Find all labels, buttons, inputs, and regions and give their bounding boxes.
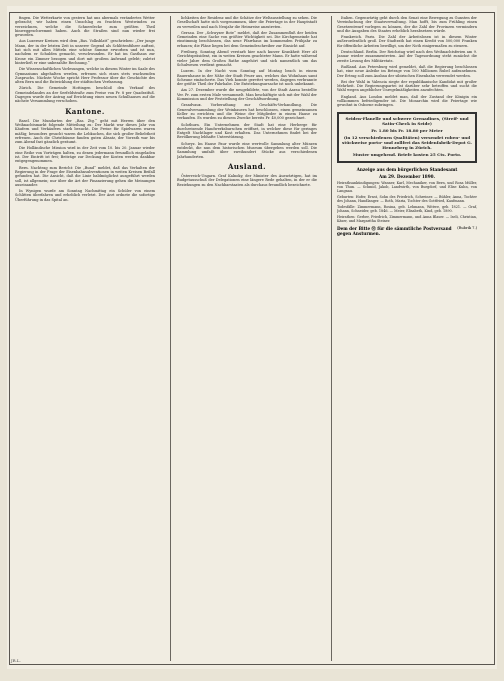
article-paragraph: Zürich. Die Gemeinde Hottingen beschloß den Verkauf des Gemeindelandes an der Seefeldstraße zum Preise von Fr. 8 per Quadratfuß. Dagegen wurde der Antrag auf Errichtung eines neuen Schulhauses auf die nächste Versammlung verschoben. [15, 86, 155, 104]
newspaper-page [7, 6, 497, 669]
column-1 [15, 16, 155, 661]
list-item: Todesfälle: Zimmermann, Rosina, geb. Lehmann, Wittwe, geb. 1821. — Graf, Johann, Schneider, geb. 1846. — Meier, Elisabeth, Kind, geb. 1890. [337, 205, 477, 214]
ad-line: Muster umgehend. Briefe kosten 25 Cts. Porto. [352, 151, 462, 157]
article-paragraph: Schwyz. Im Hause Paur wurde eine wertvolle Sammlung alter Münzen entdeckt, die nun dem historischen Museum übergeben werden soll. Die Sammlung umfaßt über zweihundert Stücke aus verschiedenen Jahrhunderten. [177, 141, 317, 159]
article-paragraph: Österreich-Ungarn. Graf Kalnoky, der Minister des Auswärtigen, hat im Budgetausschuß der Delegationen eine längere Rede gehalten, in der er die Beziehungen zu den Nachbarstaaten als durchaus freundlich bezeichnete. [177, 173, 317, 187]
column-2 [177, 16, 317, 661]
article-paragraph: Basel. Die Mundarten der „Bas. Ztg.“ geht mit Herren über den Weihnachtsmarkt folgende Mitteilung zu: Der Markt war dieses Jahr von Käufern und Verkäufern stark besucht. Die Preise für Spielwaren waren mäßig; besonders gesucht waren die Lebkuchen, die sich großer Beliebtheit erfreuen. Auch die Christbäume fanden guten Absatz, der Vorrath war bis zum Abend fast gänzlich geräumt. [15, 118, 155, 145]
archive-stamp: JR.L. [11, 658, 21, 663]
registry-heading: Anzeige aus dem bürgerlichen Standesamt [356, 166, 458, 172]
article-paragraph: Die Holländische Mission wird in der Zeit vom 10. bis 20. Januar wieder eine Reihe von Vorträgen halten, zu denen jedermann freundlich eingeladen ist. Der Eintritt ist frei; Beiträge zur Deckung der Kosten werden dankbar entgegengenommen. [15, 146, 155, 164]
ad-line: (in 12 verschiedenen Qualitäten) versendet roben- und stückweise porto- und zollfrei das Seidenfabrik-Depot G. Henneberg in Zürich. [342, 134, 472, 150]
article-paragraph: Bern. Nachtrag zum Bericht: Die „Bund“ meldet, daß das Verhalten der Regierung in der Frage der Eisenbahnsubventionen in weiten Kreisen Beifall gefunden hat. Die Ansicht, daß die Linie baldmöglichst ausgeführt werden soll, ist allgemein; nur über die Art der Finanzierung gehen die Meinungen auseinander. [15, 165, 155, 187]
footer-text: Dem der Bitte Ⓝ für die sämmtliche Postversand gegen Ansturmen. [337, 226, 452, 237]
list-item: Heirathsankündigungen: Wanner, Karl, Mechaniker, von Bern, und Rosa Müller, von Thun. — Schmid, Jakob, Landwirth, von Burgdorf, und Elise Kuhn, von Langnau. [337, 180, 477, 193]
column-3 [337, 16, 477, 661]
article-paragraph: England. Aus London meldet man, daß der Zustand der Königin ein vollkommen befriedigender ist. Die Monarchin wird die Feiertage wie gewohnt in Osborne zubringen. [337, 94, 477, 108]
list-item: Heirathen: Gerber, Friedrich, Zimmermann, und Anna Blaser. — Iseli, Christian, Käser, und Margaritha Steiner. [337, 215, 477, 224]
article-paragraph: Am 27. Dezember wurde die neugebildete, von der Stadt Aarau bestellte Ver. Pr. zum ersten Male versammelt. Man beschäftigte sich mit der Wahl der Kommission und der Feststellung der Geschäftsordnung. [177, 88, 317, 102]
article-paragraph: Aus Luzerner Kreisen wird dem „Bas. Volksblatt“ geschrieben: „Der junge Mann, der in der letzten Zeit in unserer Gegend als Schlittenführer auftrat, hat sich mit allen Mitteln eine schöne Summe erworben und ist nun, nachdem er Schulden gemacht, verschwunden. Er hat im Gasthaus zur Krone ein Zimmer bezogen und dort mit großem Aufwand gelebt; zuletzt hinterließ er eine unbezahlte Rechnung.“ [15, 39, 155, 65]
article-paragraph: lichkeiten der Residenz und die Schätze der Weltausstellung zu sehen. Die Gesellschaft hatte sich vorgenommen, über die Feiertage in der Hauptstadt zu verweilen und nach Neujahr die Heimreise anzutreten. [177, 16, 317, 29]
footer-rubric: (Rubrik 7.) [457, 226, 477, 231]
column-rule-left [170, 16, 171, 661]
article-paragraph: Freiburg. Sonntag Abend verstarb hier nach kurzer Krankheit Herr alt Gerichtspräsident, ein in weiten Kreisen geachteter Mann. Er hatte während vieler Jahre dem Großen Rathe angehört und sich namentlich um das Schulwesen verdient gemacht. [177, 50, 317, 67]
article-paragraph: Gersau. Der „Schwyzer Bote“ meldet, daß der Zusammenfluß der beiden Gemeinden eine Sache von größter Wichtigkeit sei. Die Kirchgemeinde hat einstimmig beschlossen, das neue Pfarrhaus im kommenden Frühjahr zu erbauen; die Pläne liegen bei dem Gemeindeschreiber zur Einsicht auf. [177, 30, 317, 48]
article-paragraph: Luzern. In der Nacht vom Sonntag auf Montag brach in einem Bauernhause in der Nähe der Stadt Feuer aus, welches das Wohnhaus samt Scheune einäscherte. Das Vieh konnte gerettet werden, dagegen verbrannte der größte Theil der Fahrhabe. Die Entstehungsursache ist noch unbekannt. [177, 69, 317, 87]
section-heading-kantone: Kantone. [65, 106, 105, 116]
article-paragraph: Rußland. Aus Petersburg wird gemeldet, daß die Regierung beschlossen hat, eine neue Anleihe im Betrage von 100 Millionen Rubel aufzunehmen. Der Ertrag soll zum Ausbau der sibirischen Eisenbahn verwendet werden. [337, 64, 477, 78]
article-paragraph: In Wynigen wurde am Sonntag Nachmittag ein Schüler von einem Schlitten überfahren und erheblich verletzt. Der Arzt ordnete die sofortige Überführung in das Spital an. [15, 189, 155, 202]
silk-advertisement [337, 112, 477, 163]
list-item: Geburten: Hofer, Ernst, Sohn des Friedrich, Schreiner. — Bühler, Anna, Tochter des Johann, Handlanger. — Roth, Maria, Tochter des Gottfried, Kaufmann. [337, 194, 477, 204]
article-paragraph: Grandvaux. Vorberathung zur Geschäfts-Verhandlung. Die Generalversammlung der Weinbauern hat beschlossen, einen gemeinsamen Keller zu errichten und die Weine der Mitglieder in einem Hause zu verkaufen. Es wurden zu diesem Zwecke bereits Fr. 40,000 gezeichnet. [177, 103, 317, 121]
ad-price: Fr. 1.80 bis Fr. 18.80 per Meter [371, 127, 443, 133]
article-paragraph: Solothurn. Ein Unternehmen der Stadt hat eine Herberge für durchreisende Handwerksburschen eröffnet, in welcher diese für geringes Entgelt Nachtlager und Kost erhalten. Das Unternehmen findet bei der Bevölkerung lebhafte Unterstützung. [177, 122, 317, 140]
section-heading-ausland: Ausland. [227, 161, 267, 171]
article-paragraph: Frankreich. Paris. Die Zahl der Arbeitslosen ist in diesem Winter außerordentlich groß. Der Stadtrath hat einen Kredit von 500,000 Franken für öffentliche Arbeiten bewilligt, um der Noth einigermaßen zu steuern. [337, 35, 477, 48]
article-paragraph: Italien. Gegenwärtig geht durch den Senat eine Bewegung zu Gunsten der Vereinfachung der Staatsverwaltung. Man hofft, bis zum Frühling einen Gesetzentwurf vorlegen zu können, der die Zahl der Provinzen vermindern und die Ausgaben des Staates erheblich herabsetzen würde. [337, 16, 477, 33]
ad-line: Seiden-Flanelle und schwere Grenadines, (Streif- und Satin-Check in Seide) [345, 115, 469, 126]
footer-notice [337, 226, 477, 236]
article-paragraph: Die Wissenschaftlichen Vorlesungen, welche in diesem Winter im Saale des Gymnasiums abgehalten werden, erfreuen sich eines stets wachsenden Zuspruchs. Nächste Woche spricht Herr Professor über die Geschichte des alten Bern und die Entwicklung der städtischen Verfassung. [15, 67, 155, 85]
article-paragraph: Deutschland. Berlin. Der Reichstag wird nach den Weihnachtsferien am 9. Januar wieder zusammentreten. Auf der Tagesordnung steht zunächst die zweite Lesung des Militäretats. [337, 50, 477, 63]
registry-date: Am 29. Dezember 1890. [378, 173, 436, 179]
article-paragraph: Bei der Wahl in Valencia siegte der republikanische Kandidat mit großer Mehrheit. Die Regierungspartei ist darüber sehr betroffen und sucht die Wahl wegen angeblicher Unregelmäßigkeiten anzufechten. [337, 79, 477, 93]
column-rule-right [331, 16, 332, 661]
article-paragraph: fingen. Die Wetterkarte von gestern hat uns abermals verändertes Wetter gebracht; wir haben einen Umschlag zu feuchten Westwinden zu verzeichnen, welche die Schneedecke zum größten Theil hinweggeschwemmt haben. Auch die Straßen sind nun wieder frei geworden. [15, 16, 155, 38]
registry-list [337, 181, 477, 224]
